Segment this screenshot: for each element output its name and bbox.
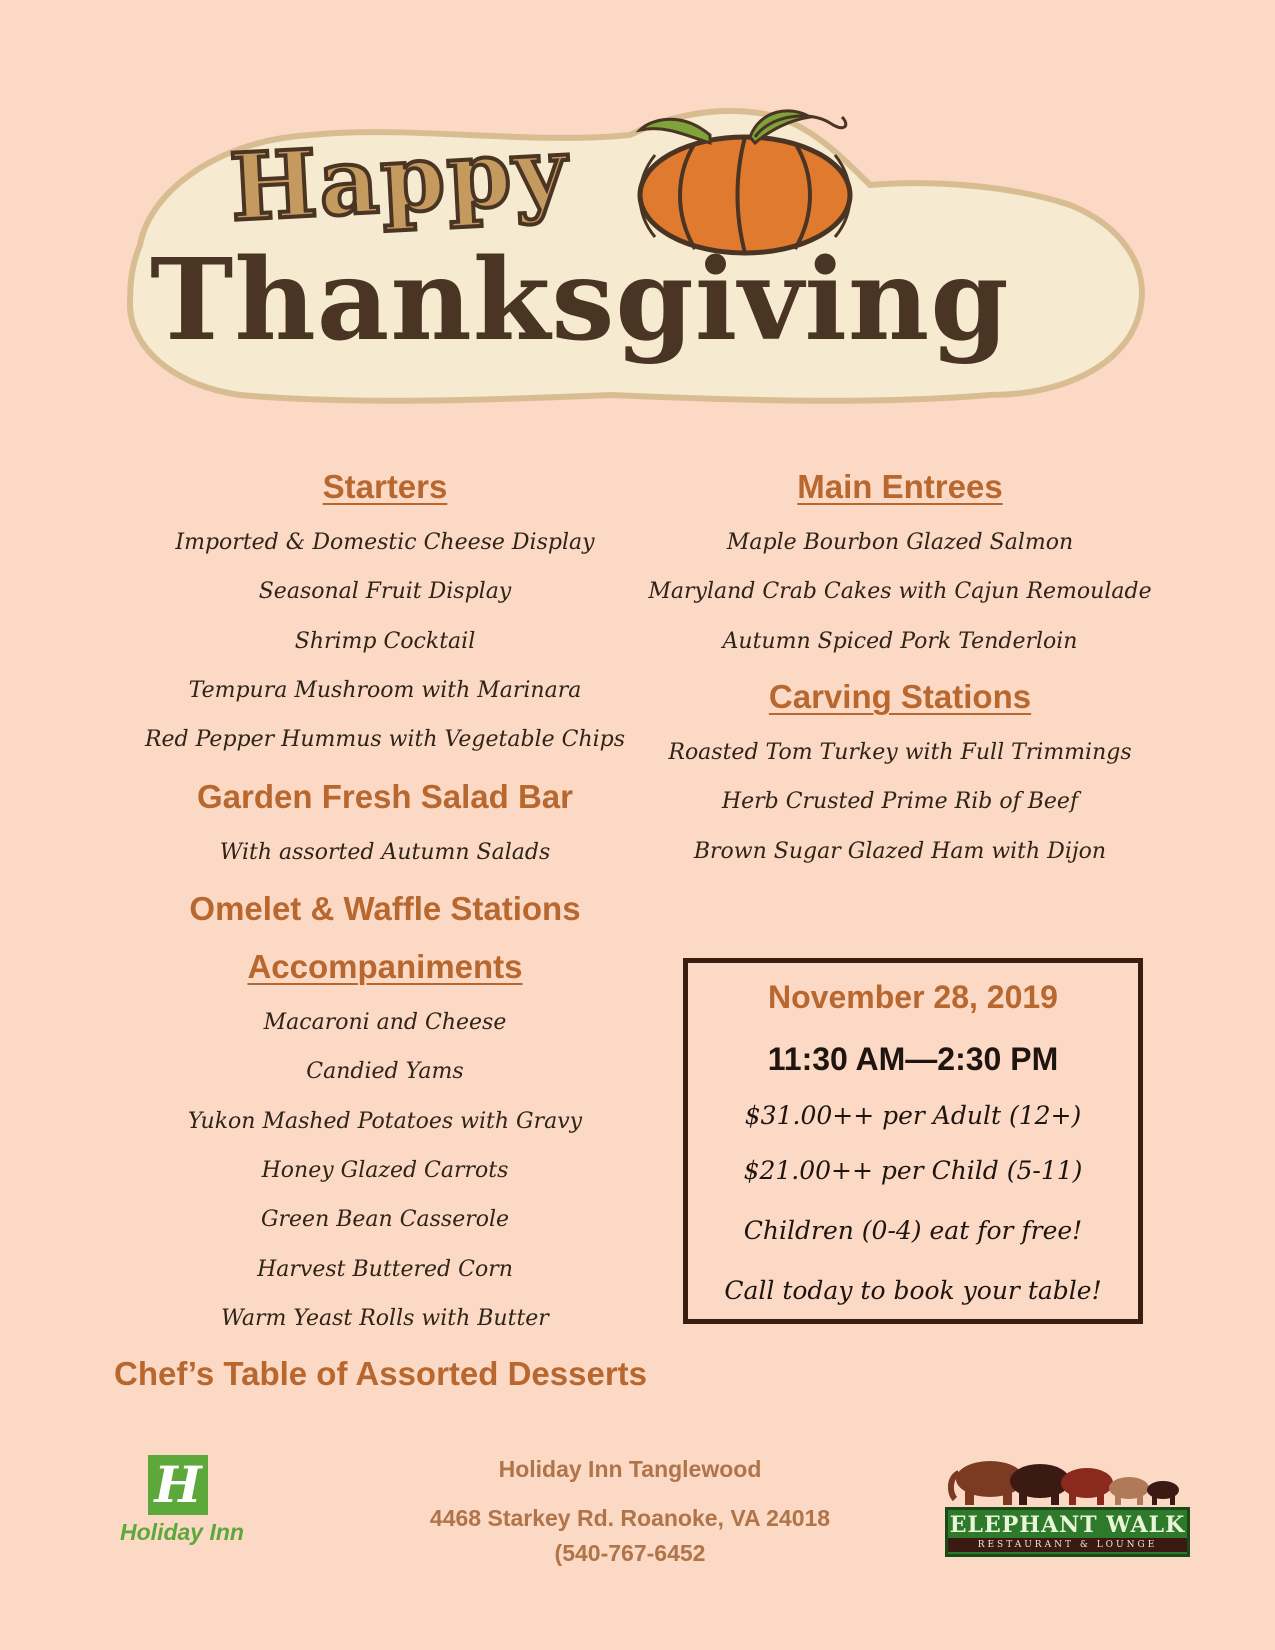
starter-item: Red Pepper Hummus with Vegetable Chips [144, 727, 626, 752]
carving-item: Brown Sugar Glazed Ham with Dijon [693, 839, 1107, 864]
salad-bar-note: With assorted Autumn Salads [219, 840, 551, 865]
starters-heading: Starters [322, 468, 448, 505]
carving-item: Herb Crusted Prime Rib of Beef [721, 789, 1079, 814]
accompaniment-item: Candied Yams [306, 1059, 464, 1084]
accompaniment-item: Harvest Buttered Corn [257, 1257, 513, 1282]
left-column [120, 0, 650, 1400]
elephants-icon [945, 1455, 1190, 1507]
starter-item: Imported & Domestic Cheese Display [175, 530, 595, 555]
elephant-walk-logo-text: ELEPHANT WALK [949, 1512, 1186, 1538]
starter-item: Shrimp Cocktail [294, 629, 476, 654]
starter-item: Seasonal Fruit Display [258, 579, 512, 604]
salad-bar-heading: Garden Fresh Salad Bar [197, 778, 573, 815]
event-time: 11:30 AM—2:30 PM [767, 1041, 1059, 1077]
elephant-walk-logo-subtext: RESTAURANT & LOUNGE [948, 1538, 1187, 1552]
desserts-heading: Chef’s Table of Assorted Desserts [114, 1355, 648, 1392]
entree-item: Maple Bourbon Glazed Salmon [726, 530, 1074, 555]
right-column [640, 0, 1160, 900]
adult-price: $31.00++ per Adult (12+) [744, 1101, 1082, 1130]
holiday-inn-logo-mark: H [148, 1455, 208, 1515]
hotel-name: Holiday Inn Tanglewood [498, 1456, 762, 1482]
event-info-box [683, 958, 1143, 1324]
banner-happy: Happy [227, 116, 572, 242]
hotel-phone: (540-767-6452 [554, 1540, 706, 1566]
hotel-address: 4468 Starkey Rd. Roanoke, VA 24018 [429, 1505, 831, 1531]
child-price: $21.00++ per Child (5-11) [743, 1156, 1083, 1185]
starter-item: Tempura Mushroom with Marinara [188, 678, 582, 703]
free-children-note: Children (0-4) eat for free! [743, 1216, 1083, 1245]
accompaniment-item: Macaroni and Cheese [263, 1010, 507, 1035]
accompaniment-item: Green Bean Casserole [260, 1207, 510, 1232]
accompaniment-item: Yukon Mashed Potatoes with Gravy [187, 1109, 583, 1134]
event-date: November 28, 2019 [768, 979, 1058, 1015]
accompaniment-item: Warm Yeast Rolls with Butter [221, 1306, 549, 1331]
accompaniment-item: Honey Glazed Carrots [261, 1158, 509, 1183]
banner-thanksgiving: Thanksgiving [150, 235, 1010, 366]
holiday-inn-logo-text: Holiday Inn [120, 1519, 244, 1545]
carving-item: Roasted Tom Turkey with Full Trimmings [668, 740, 1132, 765]
booking-call-to-action: Call today to book your table! [724, 1276, 1102, 1305]
omelet-heading: Omelet & Waffle Stations [189, 890, 581, 927]
entree-item: Autumn Spiced Pork Tenderloin [722, 629, 1078, 654]
accompaniments-heading: Accompaniments [247, 948, 523, 985]
main-entrees-heading: Main Entrees [797, 468, 1003, 505]
elephant-walk-logo [945, 1455, 1190, 1559]
carving-heading: Carving Stations [768, 678, 1032, 715]
holiday-inn-logo [112, 1455, 252, 1555]
elephant-walk-logo-plate [945, 1507, 1190, 1557]
entree-item: Maryland Crab Cakes with Cajun Remoulade [648, 579, 1152, 604]
